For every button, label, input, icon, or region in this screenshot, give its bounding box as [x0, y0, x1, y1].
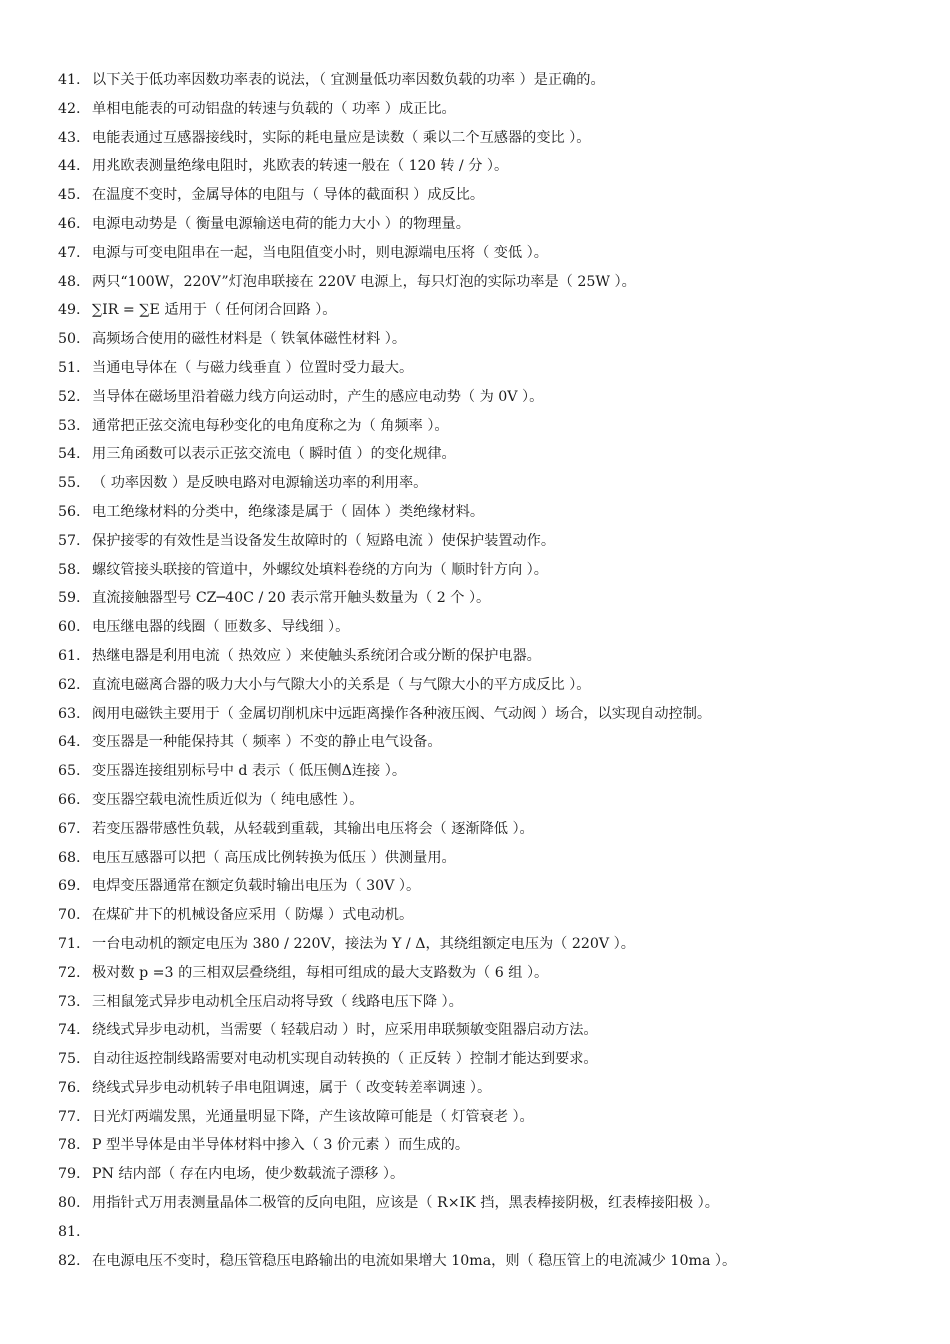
question-number: 67.	[58, 820, 81, 837]
question-number: 44.	[58, 158, 81, 175]
question-text: 极对数 p =3 的三相双层叠绕组，每相可组成的最大支路数为（ 6 组 ）。	[92, 964, 549, 981]
question-number: 72.	[58, 964, 81, 981]
question-text: 高频场合使用的磁性材料是（ 铁氧体磁性材料 ）。	[92, 331, 407, 348]
question-number: 54.	[58, 446, 81, 463]
question-number: 76.	[58, 1079, 81, 1096]
question-text: 自动往返控制线路需要对电动机实现自动转换的（ 正反转 ）控制才能达到要求。	[92, 1051, 598, 1068]
question-number: 42.	[58, 100, 81, 117]
question-item	[0, 1189, 950, 1218]
question-number: 64.	[58, 734, 81, 751]
question-number: 51.	[58, 359, 81, 376]
question-item	[0, 1103, 950, 1132]
question-item	[0, 1160, 950, 1189]
question-text: 用指针式万用表测量晶体二极管的反向电阻，应该是（ R×IK 挡，黑表棒接阴极，红表棒接阳极 ）。	[92, 1195, 719, 1212]
question-item	[0, 700, 950, 729]
question-text: 在温度不变时，金属导体的电阻与（ 导体的截面积 ）成反比。	[92, 187, 485, 204]
question-item	[0, 66, 950, 95]
question-text: 三相鼠笼式异步电动机全压启动将导致（ 线路电压下降 ）。	[92, 993, 463, 1010]
question-item	[0, 383, 950, 412]
question-number: 61.	[58, 647, 81, 664]
question-text: 一台电动机的额定电压为 380 / 220V，接法为 Y / Δ，其绕组额定电压为（ 220V ）。	[92, 935, 635, 952]
question-list	[0, 66, 950, 1275]
question-number: 50.	[58, 331, 81, 348]
question-item	[0, 1016, 950, 1045]
question-text: 电源与可变电阻串在一起，当电阻值变小时，则电源端电压将（ 变低 ）。	[92, 244, 548, 261]
question-item	[0, 815, 950, 844]
question-item	[0, 527, 950, 556]
question-text: 当通电导体在（ 与磁力线垂直 ）位置时受力最大。	[92, 359, 414, 376]
question-text: 当导体在磁场里沿着磁力线方向运动时，产生的感应电动势（ 为 0V ）。	[92, 388, 544, 405]
question-text: 用兆欧表测量绝缘电阻时，兆欧表的转速一般在（ 120 转 / 分 ）。	[92, 158, 509, 175]
question-item	[0, 1131, 950, 1160]
question-item	[0, 498, 950, 527]
question-text: 电源电动势是（ 衡量电源输送电荷的能力大小 ）的物理量。	[92, 215, 470, 232]
question-number: 45.	[58, 187, 81, 204]
question-item	[0, 642, 950, 671]
question-text: 保护接零的有效性是当设备发生故障时的（ 短路电流 ）使保护装置动作。	[92, 532, 556, 549]
question-item	[0, 901, 950, 930]
question-number: 77.	[58, 1108, 81, 1125]
question-text: 变压器连接组别标号中 d 表示（ 低压侧Δ连接 ）。	[92, 763, 407, 780]
question-number: 81.	[58, 1223, 81, 1240]
question-text: 绕线式异步电动机转子串电阻调速，属于（ 改变转差率调速 ）。	[92, 1079, 492, 1096]
question-text: 单相电能表的可动铝盘的转速与负载的（ 功率 ）成正比。	[92, 100, 456, 117]
question-number: 70.	[58, 907, 81, 924]
question-text: 日光灯两端发黑，光通量明显下降，产生该故障可能是（ 灯管衰老 ）。	[92, 1108, 534, 1125]
question-text: ∑IR = ∑E 适用于（ 任何闭合回路 ）。	[92, 302, 337, 319]
question-item	[0, 124, 950, 153]
question-number: 47.	[58, 244, 81, 261]
question-number: 55.	[58, 475, 81, 492]
question-text: 电焊变压器通常在额定负载时输出电压为（ 30V ）。	[92, 878, 421, 895]
question-item	[0, 988, 950, 1017]
question-text: P 型半导体是由半导体材料中掺入（ 3 价元素 ）而生成的。	[92, 1137, 470, 1154]
question-item	[0, 757, 950, 786]
question-text: 变压器是一种能保持其（ 频率 ）不变的静止电气设备。	[92, 734, 442, 751]
question-number: 73.	[58, 993, 81, 1010]
question-item	[0, 239, 950, 268]
question-number: 48.	[58, 273, 81, 290]
question-item	[0, 181, 950, 210]
question-number: 82.	[58, 1252, 81, 1269]
question-item	[0, 1218, 950, 1247]
question-number: 68.	[58, 849, 81, 866]
question-number: 79.	[58, 1166, 81, 1183]
question-text: 电能表通过互感器接线时，实际的耗电量应是读数（ 乘以二个互感器的变比 ）。	[92, 129, 591, 146]
question-item	[0, 440, 950, 469]
question-text: 两只“100W，220V”灯泡串联接在 220V 电源上，每只灯泡的实际功率是（ 25W ）。	[92, 273, 636, 290]
question-number: 46.	[58, 215, 81, 232]
question-item	[0, 325, 950, 354]
question-number: 52.	[58, 388, 81, 405]
question-item	[0, 872, 950, 901]
question-item	[0, 584, 950, 613]
question-item	[0, 354, 950, 383]
question-number: 58.	[58, 561, 81, 578]
question-number: 75.	[58, 1051, 81, 1068]
question-number: 78.	[58, 1137, 81, 1154]
question-item	[0, 296, 950, 325]
question-item	[0, 268, 950, 297]
question-item	[0, 671, 950, 700]
question-item	[0, 786, 950, 815]
question-text: 以下关于低功率因数功率表的说法，（ 宜测量低功率因数负载的功率 ）是正确的。	[92, 72, 605, 88]
question-text: 热继电器是利用电流（ 热效应 ）来使触头系统闭合或分断的保护电器。	[92, 647, 541, 664]
question-item	[0, 95, 950, 124]
question-text: 阀用电磁铁主要用于（ 金属切削机床中远距离操作各种液压阀、气动阀 ）场合，以实现自动控制。	[92, 705, 712, 722]
question-number: 74.	[58, 1022, 81, 1039]
question-item	[0, 469, 950, 498]
question-number: 63.	[58, 705, 81, 722]
question-text: 电压继电器的线圈（ 匝数多、导线细 ）。	[92, 619, 350, 636]
question-number: 80.	[58, 1195, 81, 1212]
question-text: 用三角函数可以表示正弦交流电（ 瞬时值 ）的变化规律。	[92, 446, 456, 463]
question-text: PN 结内部（ 存在内电场，使少数载流子漂移 ）。	[92, 1166, 405, 1183]
question-text: 绕线式异步电动机，当需要（ 轻载启动 ）时，应采用串联频敏变阻器启动方法。	[92, 1022, 598, 1039]
question-number: 57.	[58, 532, 81, 549]
question-number: 69.	[58, 878, 81, 895]
question-text: 在电源电压不变时，稳压管稳压电路输出的电流如果增大 10ma，则（ 稳压管上的电流减少 10ma ）。	[92, 1252, 737, 1269]
question-number: 53.	[58, 417, 81, 434]
question-text: 通常把正弦交流电每秒变化的电角度称之为（ 角频率 ）。	[92, 417, 449, 434]
question-text: 电工绝缘材料的分类中，绝缘漆是属于（ 固体 ）类绝缘材料。	[92, 503, 485, 520]
question-number: 56.	[58, 503, 81, 520]
question-text: （ 功率因数 ）是反映电路对电源输送功率的利用率。	[92, 475, 428, 492]
question-number: 66.	[58, 791, 81, 808]
question-text: 变压器空载电流性质近似为（ 纯电感性 ）。	[92, 791, 364, 808]
question-text: 直流接触器型号 CZ─40C / 20 表示常开触头数量为（ 2 个 ）。	[92, 590, 491, 607]
question-number: 62.	[58, 676, 81, 693]
question-item	[0, 1247, 950, 1276]
question-item	[0, 844, 950, 873]
question-number: 43.	[58, 129, 81, 146]
question-item	[0, 728, 950, 757]
question-item	[0, 152, 950, 181]
question-text: 在煤矿井下的机械设备应采用（ 防爆 ）式电动机。	[92, 907, 414, 924]
question-item	[0, 412, 950, 441]
question-item	[0, 930, 950, 959]
question-item	[0, 556, 950, 585]
question-number: 60.	[58, 619, 81, 636]
question-item	[0, 1045, 950, 1074]
question-item	[0, 210, 950, 239]
question-number: 71.	[58, 935, 81, 952]
question-number: 59.	[58, 590, 81, 607]
question-text: 若变压器带感性负载，从轻载到重载，其输出电压将会（ 逐渐降低 ）。	[92, 820, 534, 837]
question-text: 直流电磁离合器的吸力大小与气隙大小的关系是（ 与气隙大小的平方成反比 ）。	[92, 676, 591, 693]
question-number: 65.	[58, 763, 81, 780]
question-text: 电压互感器可以把（ 高压成比例转换为低压 ）供测量用。	[92, 849, 456, 866]
question-item	[0, 959, 950, 988]
question-number: 41.	[58, 72, 81, 88]
question-number: 49.	[58, 302, 81, 319]
question-text: 螺纹管接头联接的管道中，外螺纹处填料卷绕的方向为（ 顺时针方向 ）。	[92, 561, 548, 578]
question-item	[0, 613, 950, 642]
question-item	[0, 1074, 950, 1103]
